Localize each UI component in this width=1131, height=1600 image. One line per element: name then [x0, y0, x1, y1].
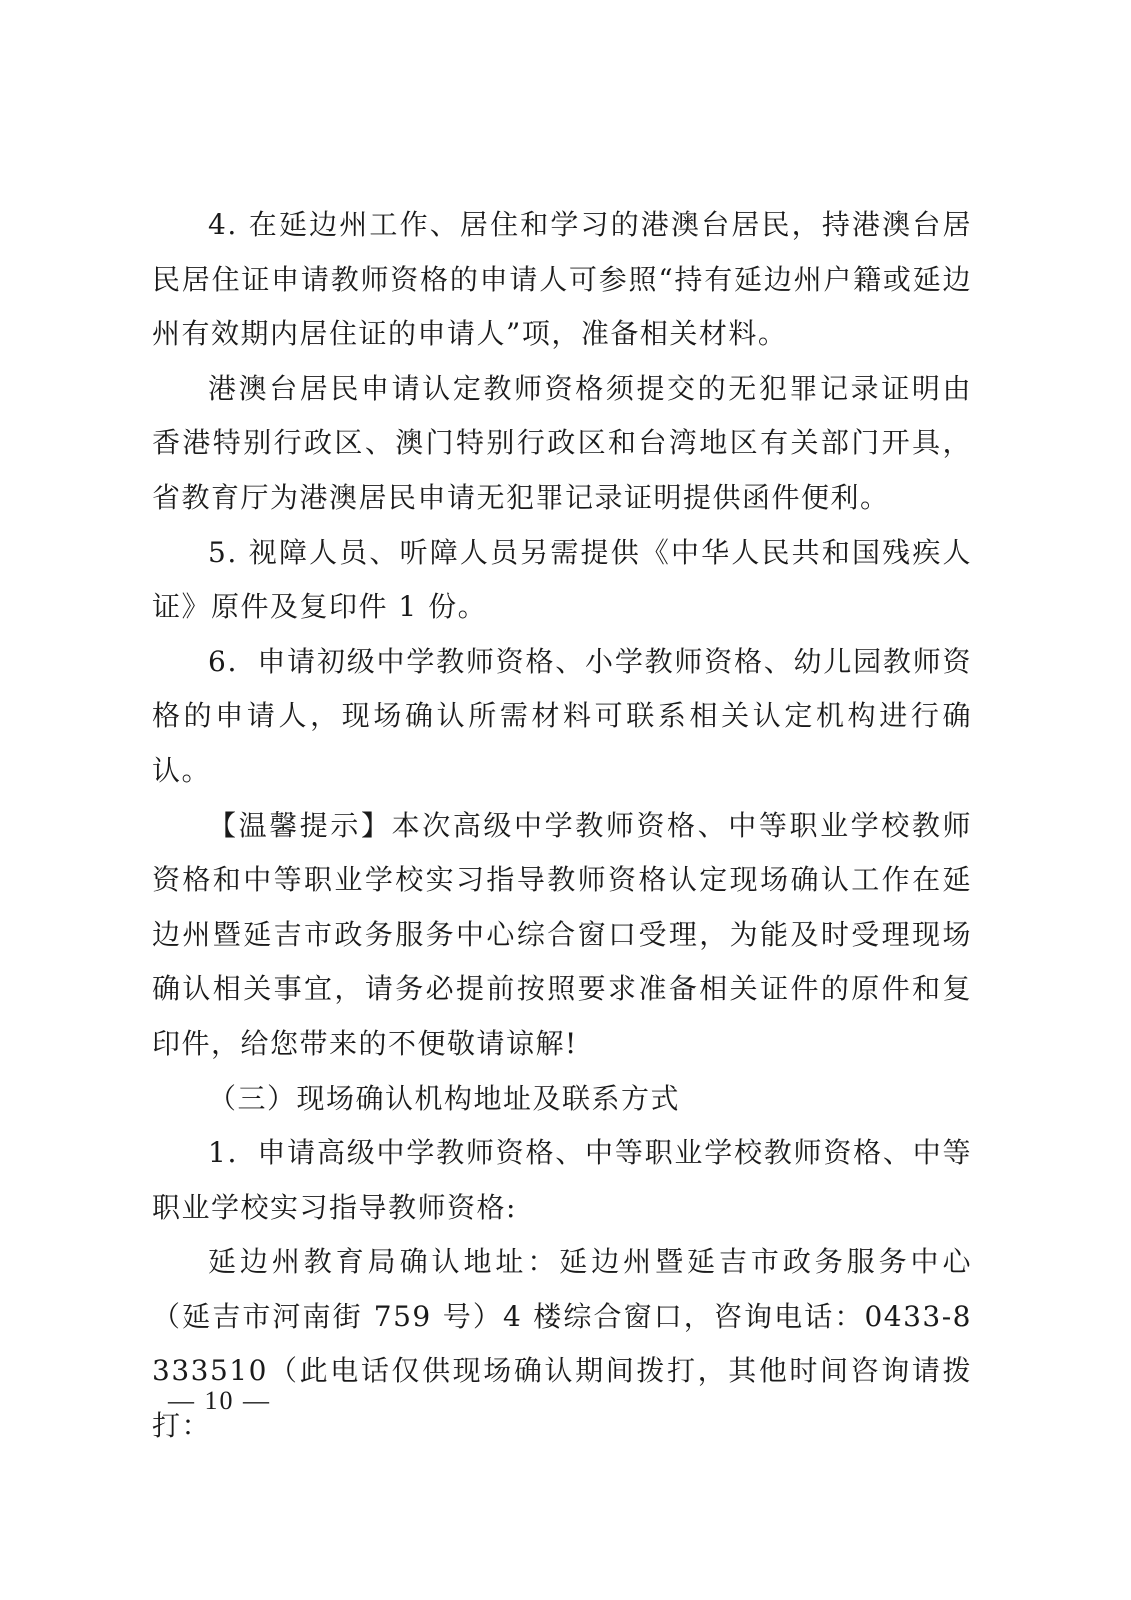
paragraph-junior-primary-kindergarten: 6．申请初级中学教师资格、小学教师资格、幼儿园教师资格的申请人，现场确认所需材料可联系相关认定机构进行确认。 — [152, 644, 972, 787]
page-number: — 10 — — [168, 1386, 271, 1415]
paragraph-hk-macau-taiwan-residents: 4. 在延边州工作、居住和学习的港澳台居民，持港澳台居民居住证申请教师资格的申请人可参照“持有延边州户籍或延边州有效期内居住证的申请人”项，准备相关材料。 — [152, 208, 972, 351]
paragraph-yanbian-education-bureau-address: 延边州教育局确认地址：延边州暨延吉市政务服务中心（延吉市河南街 759 号）4 楼综合窗口，咨询电话：0433-8333510（此电话仅供现场确认期间拨打，其他时间咨询请拨打： — [152, 1245, 972, 1443]
paragraph-senior-vocational-qualification: 1．申请高级中学教师资格、中等职业学校教师资格、中等职业学校实习指导教师资格: — [152, 1136, 972, 1224]
paragraph-criminal-record-certificate: 港澳台居民申请认定教师资格须提交的无犯罪记录证明由香港特别行政区、澳门特别行政区和台湾地区有关部门开具，省教育厅为港澳居民申请无犯罪记录证明提供函件便利。 — [152, 371, 972, 514]
section-heading-confirmation-address: （三）现场确认机构地址及联系方式 — [208, 1081, 681, 1115]
paragraph-disability-certificate: 5. 视障人员、听障人员另需提供《中华人民共和国残疾人证》原件及复印件 1 份。 — [152, 535, 972, 624]
document-body — [152, 198, 972, 1454]
paragraph-warm-reminder: 【温馨提示】本次高级中学教师资格、中等职业学校教师资格和中等职业学校实习指导教师资格认定现场确认工作在延边州暨延吉市政务服务中心综合窗口受理，为能及时受理现场确认相关事宜，请务必提前按照要求准备相关证件的原件和复印件，给您带来的不便敬请谅解! — [152, 808, 972, 1060]
